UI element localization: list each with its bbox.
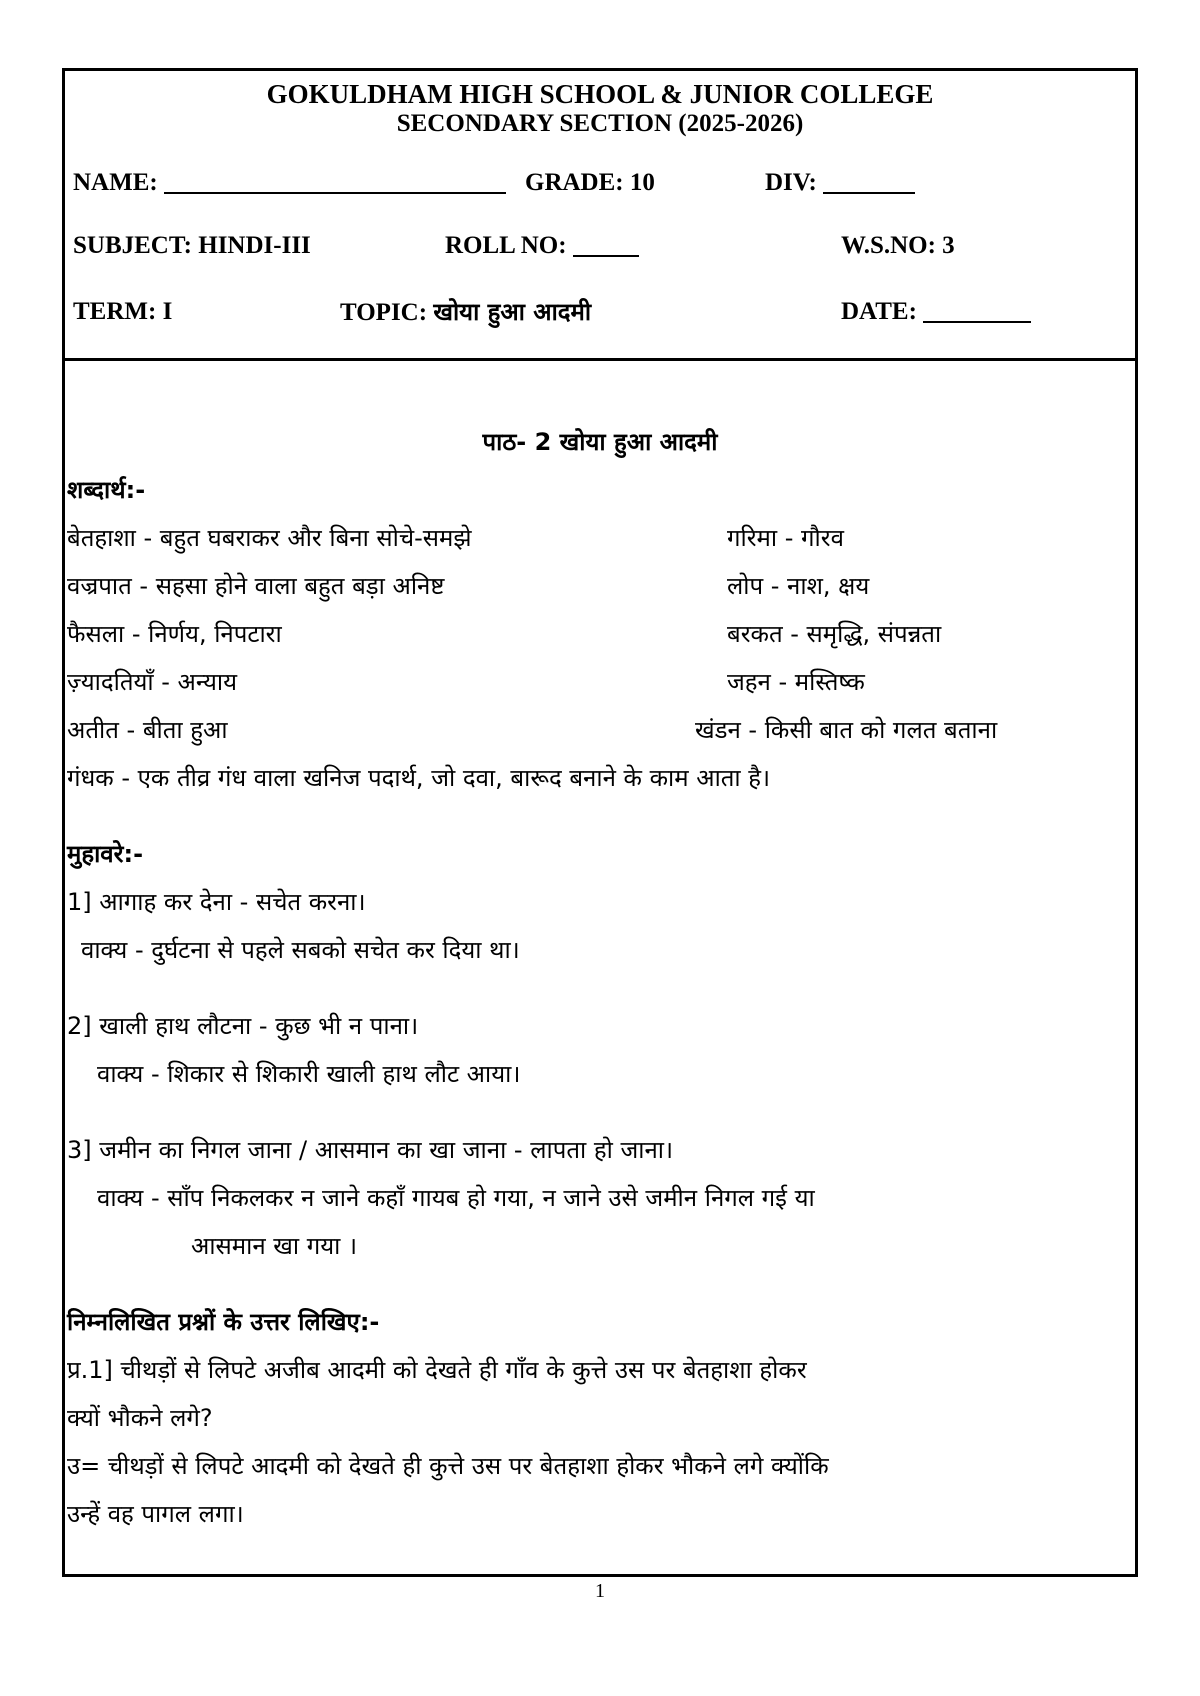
idiom-3: 3] जमीन का निगल जाना / आसमान का खा जाना - लापता हो जाना।: [67, 1136, 674, 1164]
topic-label: TOPIC:: [340, 299, 428, 326]
name-label: NAME:: [73, 169, 158, 196]
term-label: TERM: I: [73, 298, 173, 325]
question-1-line-1: प्र.1] चीथड़ों से लिपटे अजीब आदमी को देखते ही गाँव के कुत्ते उस पर बेतहाशा होकर: [67, 1356, 807, 1384]
roll-label: ROLL NO:: [445, 232, 567, 259]
idiom-3-example-1: वाक्य - साँप निकलकर न जाने कहाँ गायब हो गया, न जाने उसे जमीन निगल गई या: [97, 1184, 815, 1212]
name-blank[interactable]: [164, 170, 506, 194]
idiom-2: 2] खाली हाथ लौटना - कुछ भी न पाना।: [67, 1012, 419, 1040]
qa-heading: निम्नलिखित प्रश्नों के उत्तर लिखिए:-: [67, 1308, 380, 1336]
vocab-left-5: अतीत - बीता हुआ: [67, 716, 228, 744]
idiom-2-example: वाक्य - शिकार से शिकारी खाली हाथ लौट आया।: [97, 1060, 521, 1088]
vocab-right-3: बरकत - समृद्धि, संपन्नता: [727, 620, 942, 648]
subject-label: SUBJECT: HINDI-III: [73, 232, 311, 259]
date-field: [841, 297, 1031, 327]
idiom-1-example: वाक्य - दुर्घटना से पहले सबको सचेत कर दिया था।: [81, 936, 520, 964]
vocab-right-1: गरिमा - गौरव: [727, 524, 844, 552]
div-blank[interactable]: [823, 170, 915, 194]
vocab-right-2: लोप - नाश, क्षय: [727, 572, 870, 600]
vocab-full-line: गंधक - एक तीव्र गंध वाला खनिज पदार्थ, जो दवा, बारूद बनाने के काम आता है।: [67, 764, 771, 792]
vocab-left-4: ज़्यादतियाँ - अन्याय: [67, 668, 238, 696]
lesson-title: पाठ- 2 खोया हुआ आदमी: [482, 428, 718, 456]
vocab-left-3: फैसला - निर्णय, निपटारा: [67, 620, 282, 648]
roll-blank[interactable]: [573, 233, 639, 257]
grade-label: GRADE: 10: [525, 169, 655, 196]
section-title: SECONDARY SECTION (2025-2026): [396, 110, 804, 137]
worksheet-frame: [62, 68, 1138, 1577]
answer-1-line-2: उन्हें वह पागल लगा।: [67, 1500, 244, 1528]
div-label: DIV:: [765, 169, 817, 196]
ws-no-label: W.S.NO: 3: [841, 232, 955, 259]
vocab-right-5: खंडन - किसी बात को गलत बताना: [695, 716, 998, 744]
vocab-heading: शब्दार्थ:-: [67, 476, 146, 504]
div-field: [765, 168, 915, 198]
roll-field: [445, 231, 639, 261]
answer-1-line-1: उ= चीथड़ों से लिपटे आदमी को देखते ही कुत्ते उस पर बेतहाशा होकर भौकने लगे क्योंकि: [67, 1452, 829, 1480]
date-label: DATE:: [841, 298, 917, 325]
vocab-left-1: बेतहाशा - बहुत घबराकर और बिना सोचे-समझे: [67, 524, 472, 552]
question-1-line-2: क्यों भौकने लगे?: [67, 1404, 213, 1432]
idiom-3-example-2: आसमान खा गया ।: [191, 1232, 358, 1260]
idioms-heading: मुहावरे:-: [67, 840, 144, 868]
vocab-right-4: जहन - मस्तिष्क: [727, 668, 865, 696]
idiom-1: 1] आगाह कर देना - सचेत करना।: [67, 888, 366, 916]
page-number: 1: [595, 1580, 605, 1602]
vocab-left-2: वज्रपात - सहसा होने वाला बहुत बड़ा अनिष्ट: [67, 572, 445, 600]
topic-field: [340, 297, 591, 328]
worksheet-header: [65, 71, 1135, 361]
name-field: [73, 168, 506, 198]
date-blank[interactable]: [923, 299, 1031, 323]
topic-value: खोया हुआ आदमी: [433, 298, 592, 326]
school-name: GOKULDHAM HIGH SCHOOL & JUNIOR COLLEGE: [266, 79, 934, 109]
